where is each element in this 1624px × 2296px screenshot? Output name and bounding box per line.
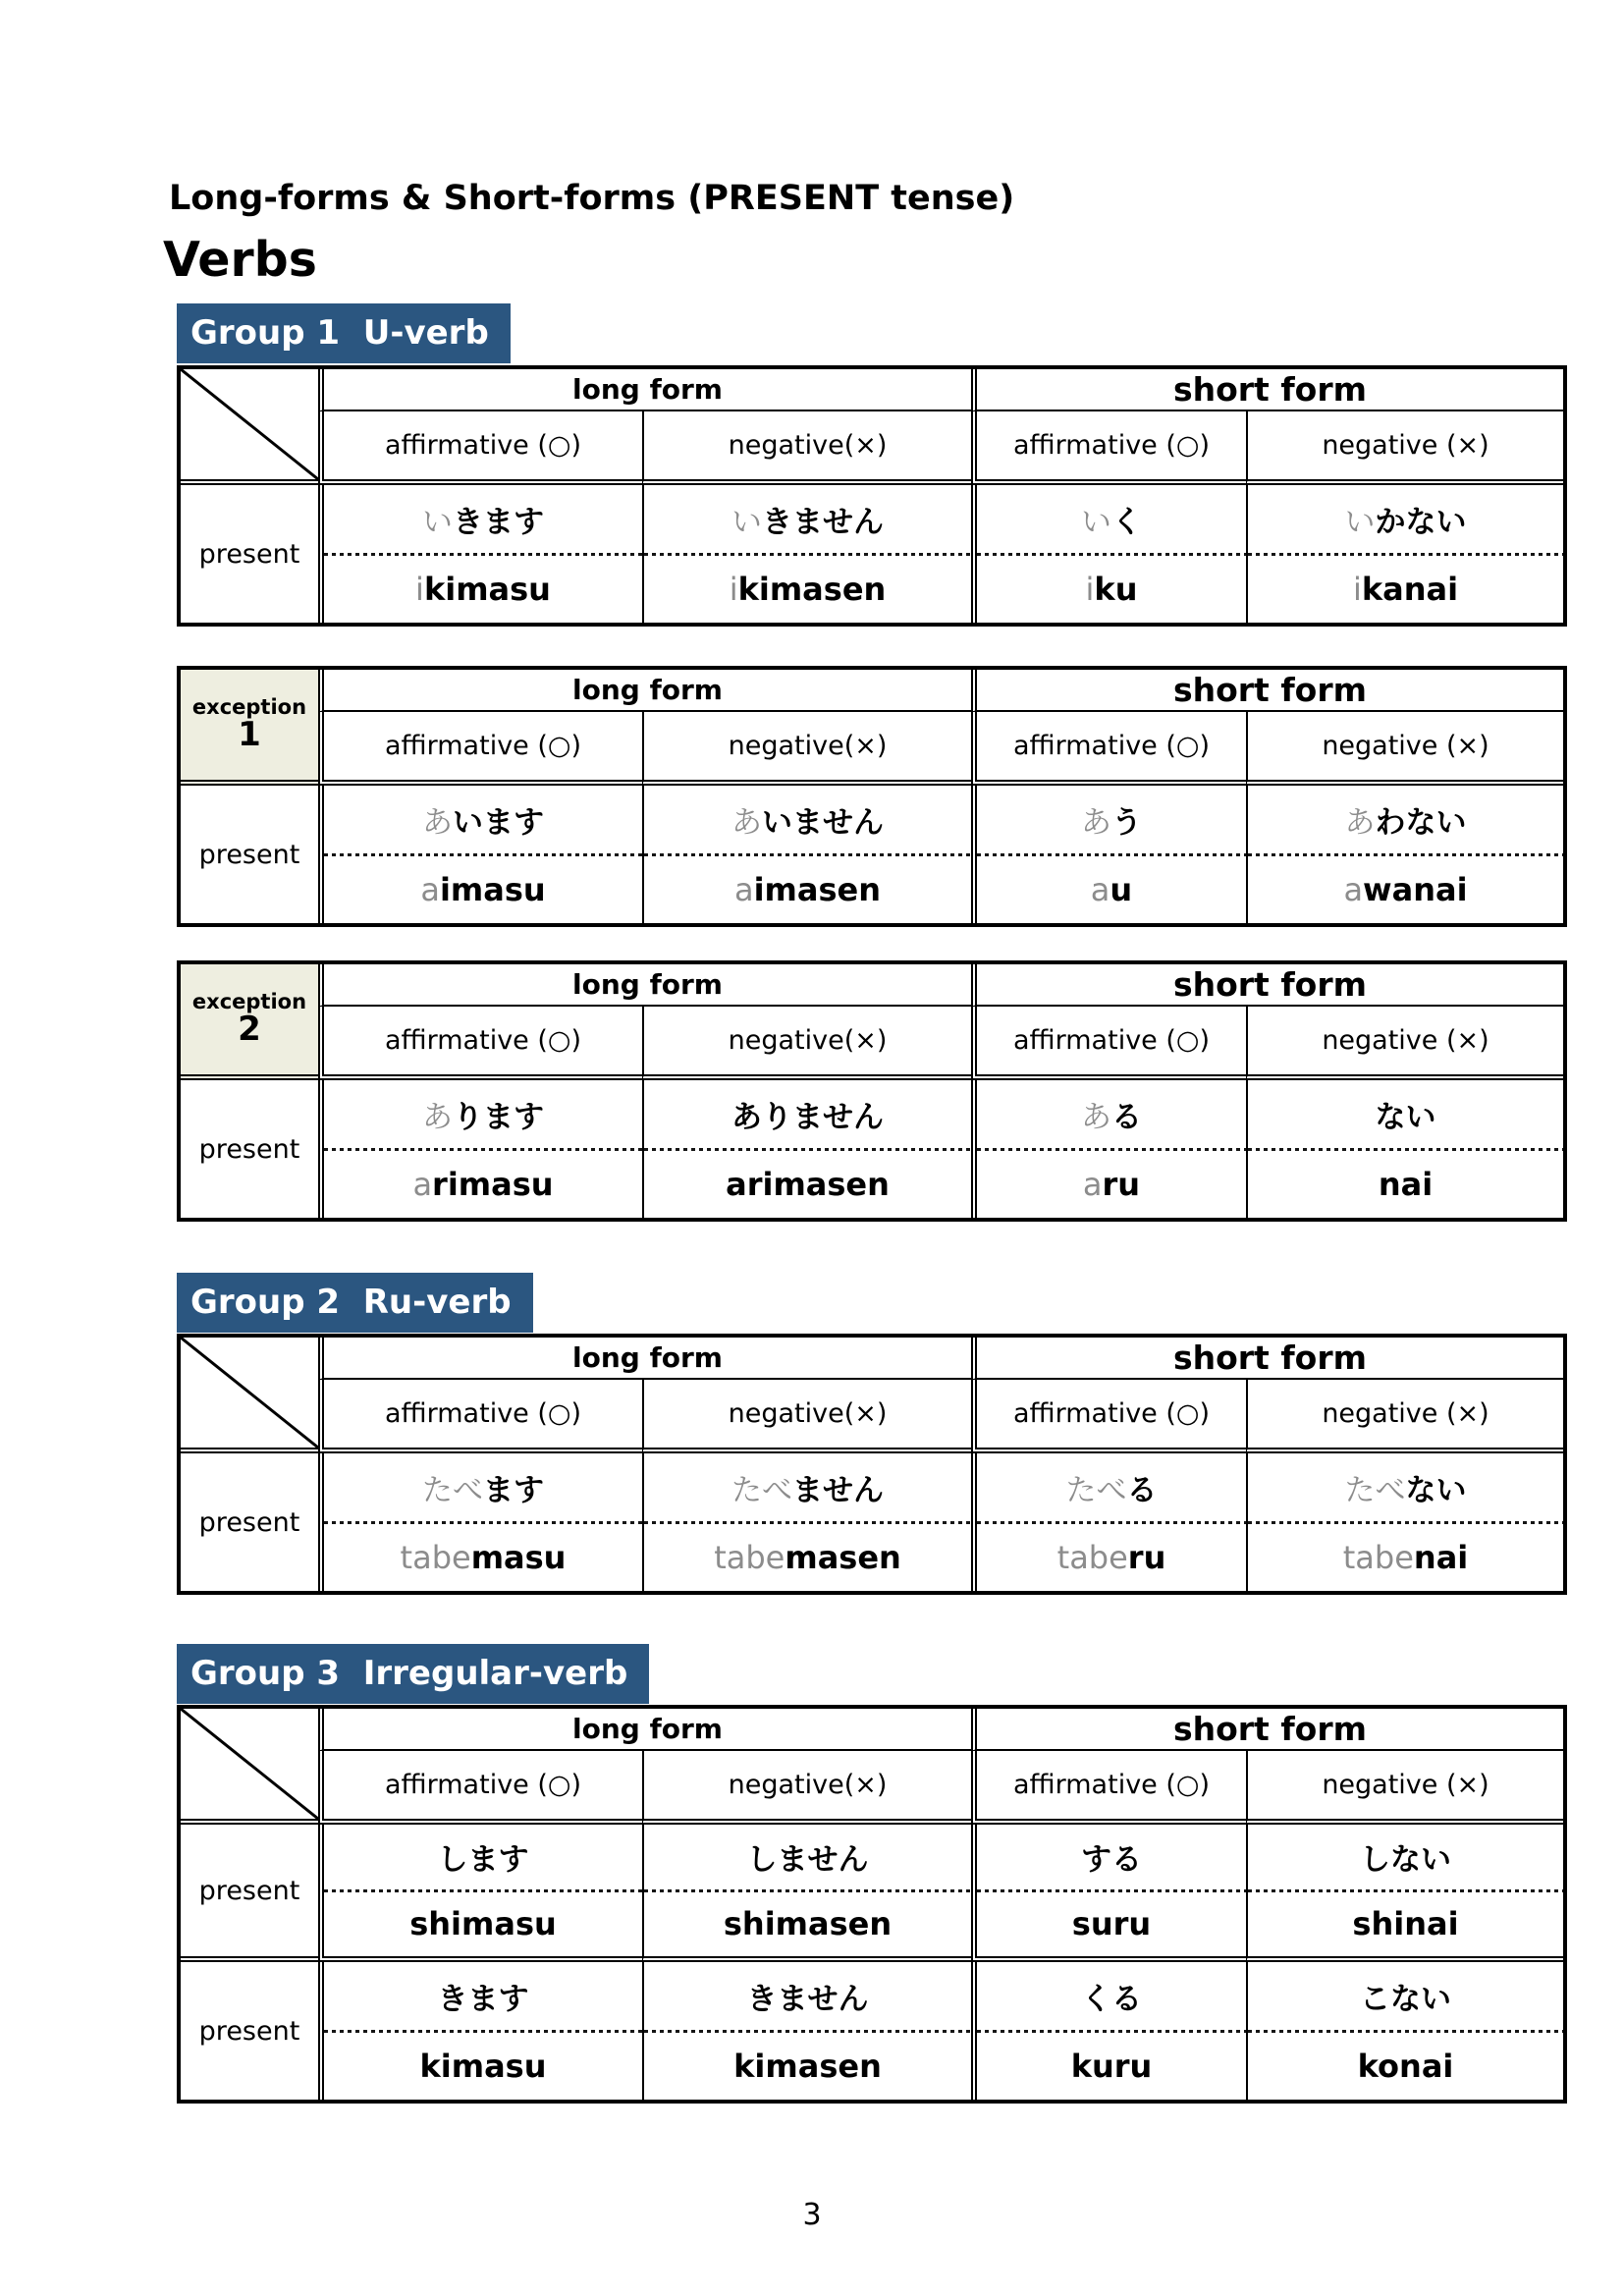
conjugation-cell [1246,485,1563,623]
romaji-text [977,2033,1246,2101]
kana-stem: く [1111,504,1142,540]
kana-prefix: たべ [422,1472,483,1508]
romaji-stem: wanai [1363,870,1468,908]
romaji-prefix: a [1343,870,1364,908]
short-form-header: short form [971,1709,1563,1751]
conjugation-cell [1246,1962,1563,2100]
corner-cell [181,1709,318,1825]
conjugation-cell [971,1825,1246,1962]
romaji-text [324,1151,642,1219]
conjugation-cell [318,1080,642,1218]
romaji-stem: arimasen [726,1165,890,1203]
kana-stem: ます [483,1472,544,1508]
short-negative-header: negative (×) [1246,1380,1563,1453]
conjugation-table-group2 [177,1334,1567,1595]
romaji-text [324,2033,642,2101]
romaji-stem: kimasen [737,570,887,608]
romaji-prefix: tabe [714,1538,785,1576]
tense-row-label: present [198,2015,300,2047]
tense-row-label: present [198,1506,300,1538]
romaji-text [324,1892,642,1957]
romaji-stem: kanai [1361,570,1459,608]
romaji-stem: shimasen [723,1905,893,1943]
romaji-stem: ku [1094,570,1138,608]
kana-stem: こない [1360,1981,1451,2017]
romaji-stem: suru [1071,1905,1152,1943]
long-form-header: long form [318,964,971,1007]
kana-text [324,1962,642,2030]
romaji-stem: rimasu [432,1165,554,1203]
kana-stem: る [1126,1472,1158,1508]
kana-stem: きません [746,1981,869,2017]
tense-row-label: present [198,839,300,870]
conjugation-cell [1246,786,1563,923]
romaji-stem: ru [1127,1538,1166,1576]
conjugation-table-exception1 [177,666,1567,927]
kana-stem: います [453,804,544,841]
romaji-prefix: a [1090,870,1110,908]
kana-stem: かない [1375,504,1467,540]
long-affirmative-header: affirmative (○) [318,411,642,485]
long-affirmative-header: affirmative (○) [318,712,642,786]
kana-text [324,1825,642,1889]
romaji-text [324,556,642,624]
kana-prefix: たべ [731,1472,792,1508]
romaji-stem: kuru [1070,2047,1153,2085]
kana-stem: ない [1405,1472,1467,1508]
romaji-text [977,1151,1246,1219]
kana-prefix: あ [422,1099,453,1135]
short-negative-header: negative (×) [1246,712,1563,786]
diagonal-line-icon [181,1709,318,1819]
kana-text [324,1080,642,1148]
exception-corner-cell [181,670,318,786]
corner-cell [181,369,318,485]
kana-stem: する [1081,1842,1142,1879]
romaji-text [1248,856,1563,924]
short-form-header: short form [971,369,1563,411]
romaji-stem: kimasen [733,2047,882,2085]
conjugation-cell [971,1080,1246,1218]
kana-stem: しない [1360,1842,1451,1879]
kana-text [977,786,1246,853]
kana-stem: ありません [731,1099,884,1135]
long-affirmative-header: affirmative (○) [318,1751,642,1825]
kana-text [977,1962,1246,2030]
romaji-stem: kimasu [423,570,551,608]
long-form-header: long form [318,369,971,411]
long-form-header: long form [318,670,971,712]
diagonal-line-icon [181,369,318,479]
conjugation-cell [318,1825,642,1962]
kana-prefix: あ [1081,1099,1111,1135]
kana-stem: わない [1375,804,1467,841]
conjugation-cell [642,786,971,923]
short-negative-header: negative (×) [1246,411,1563,485]
romaji-prefix: a [412,1165,433,1203]
romaji-text [644,556,971,624]
document-title: Long-forms & Short-forms (PRESENT tense) [169,179,1015,218]
short-form-header: short form [971,670,1563,712]
tense-row-label: present [198,1133,300,1165]
romaji-prefix: a [733,870,754,908]
conjugation-cell [971,1453,1246,1591]
romaji-prefix: i [1352,570,1362,608]
romaji-stem: kimasu [419,2047,547,2085]
short-affirmative-header: affirmative (○) [971,712,1246,786]
romaji-prefix: a [1082,1165,1103,1203]
kana-text [644,1962,971,2030]
short-form-header: short form [971,964,1563,1007]
romaji-text [1248,556,1563,624]
exception-label: exception [191,695,307,720]
exception-corner-cell [181,964,318,1080]
romaji-prefix: tabe [1056,1538,1128,1576]
romaji-stem: shimasu [409,1905,557,1943]
exception-number: 1 [238,715,261,755]
tense-row-label: present [181,1825,318,1962]
kana-text [977,485,1246,553]
group-banner-group1: Group 1 U-verb [177,303,511,363]
short-affirmative-header: affirmative (○) [971,1380,1246,1453]
kana-text [977,1080,1246,1148]
romaji-stem: shinai [1352,1905,1459,1943]
conjugation-table-group3 [177,1705,1567,2104]
romaji-stem: masen [785,1538,901,1576]
group-banner-group3: Group 3 Irregular-verb [177,1644,649,1704]
kana-text [977,1825,1246,1889]
romaji-stem: nai [1413,1538,1469,1576]
romaji-text [977,856,1246,924]
romaji-text [644,1151,971,1219]
romaji-stem: masu [470,1538,567,1576]
diagonal-line-icon [181,1338,318,1448]
kana-stem: しません [746,1842,869,1879]
kana-text [644,1080,971,1148]
kana-stem: きます [437,1981,529,2017]
kana-prefix: あ [731,804,762,841]
conjugation-cell [971,1962,1246,2100]
conjugation-cell [318,786,642,923]
kana-prefix: い [731,504,762,540]
long-negative-header: negative(×) [642,712,971,786]
kana-prefix: たべ [1065,1472,1127,1508]
romaji-text [644,856,971,924]
group-banner-group2: Group 2 Ru-verb [177,1273,533,1333]
long-affirmative-header: affirmative (○) [318,1007,642,1080]
kana-stem: ません [792,1472,884,1508]
kana-prefix: あ [1081,804,1111,841]
kana-text [1248,1825,1563,1889]
kana-text [977,1453,1246,1521]
conjugation-cell [971,485,1246,623]
kana-text [1248,786,1563,853]
kana-stem: きません [762,504,884,540]
kana-text [324,1453,642,1521]
long-form-header: long form [318,1338,971,1380]
conjugation-cell [318,1962,642,2100]
conjugation-cell [642,1453,971,1591]
short-negative-header: negative (×) [1246,1751,1563,1825]
conjugation-table-exception2 [177,960,1567,1222]
long-negative-header: negative(×) [642,1380,971,1453]
romaji-prefix: i [415,570,424,608]
romaji-text [324,1524,642,1592]
romaji-prefix: tabe [400,1538,471,1576]
kana-text [1248,1080,1563,1148]
conjugation-cell [1246,1080,1563,1218]
corner-cell [181,1338,318,1453]
kana-prefix: い [1081,504,1111,540]
long-affirmative-header: affirmative (○) [318,1380,642,1453]
tense-row-label: present [198,538,300,570]
kana-prefix: あ [1344,804,1376,841]
romaji-stem: imasu [439,870,546,908]
romaji-text [1248,1524,1563,1592]
romaji-stem: konai [1357,2047,1454,2085]
conjugation-cell [642,1825,971,1962]
verbs-heading: Verbs [163,232,317,288]
kana-prefix: い [422,504,453,540]
romaji-stem: u [1110,870,1133,908]
kana-stem: きます [453,504,544,540]
kana-text [1248,485,1563,553]
kana-text [324,485,642,553]
romaji-prefix: a [420,870,440,908]
romaji-prefix: i [729,570,738,608]
kana-stem: ない [1375,1099,1436,1135]
romaji-text [324,856,642,924]
short-affirmative-header: affirmative (○) [971,1007,1246,1080]
romaji-text [977,1892,1246,1957]
kana-stem: る [1111,1099,1142,1135]
conjugation-table-group1 [177,365,1567,627]
short-negative-header: negative (×) [1246,1007,1563,1080]
romaji-text [644,1524,971,1592]
long-negative-header: negative(×) [642,411,971,485]
exception-number: 2 [238,1010,261,1050]
kana-stem: いません [762,804,884,841]
conjugation-cell [642,1080,971,1218]
kana-text [644,485,971,553]
romaji-stem: ru [1102,1165,1141,1203]
conjugation-cell [971,786,1246,923]
romaji-text [644,1892,971,1957]
kana-prefix: たべ [1344,1472,1406,1508]
romaji-stem: nai [1378,1165,1434,1203]
conjugation-cell [642,485,971,623]
conjugation-cell [642,1962,971,2100]
page-number: 3 [802,2198,822,2232]
kana-text [644,1453,971,1521]
exception-label: exception [191,990,307,1014]
romaji-text [1248,1892,1563,1957]
long-form-header: long form [318,1709,971,1751]
conjugation-cell [318,1453,642,1591]
kana-stem: します [437,1842,529,1879]
kana-text [644,1825,971,1889]
short-affirmative-header: affirmative (○) [971,411,1246,485]
romaji-text [977,556,1246,624]
romaji-stem: imasen [753,870,882,908]
long-negative-header: negative(×) [642,1007,971,1080]
kana-text [324,786,642,853]
kana-stem: う [1111,804,1142,841]
conjugation-cell [1246,1825,1563,1962]
kana-text [1248,1962,1563,2030]
romaji-text [1248,1151,1563,1219]
short-affirmative-header: affirmative (○) [971,1751,1246,1825]
romaji-text [1248,2033,1563,2101]
conjugation-cell [318,485,642,623]
long-negative-header: negative(×) [642,1751,971,1825]
romaji-text [977,1524,1246,1592]
romaji-text [644,2033,971,2101]
kana-prefix: い [1344,504,1376,540]
short-form-header: short form [971,1338,1563,1380]
romaji-prefix: i [1085,570,1095,608]
kana-text [644,786,971,853]
romaji-prefix: tabe [1342,1538,1414,1576]
conjugation-cell [1246,1453,1563,1591]
kana-prefix: あ [422,804,453,841]
kana-stem: ります [453,1099,544,1135]
kana-stem: くる [1081,1981,1142,2017]
kana-text [1248,1453,1563,1521]
